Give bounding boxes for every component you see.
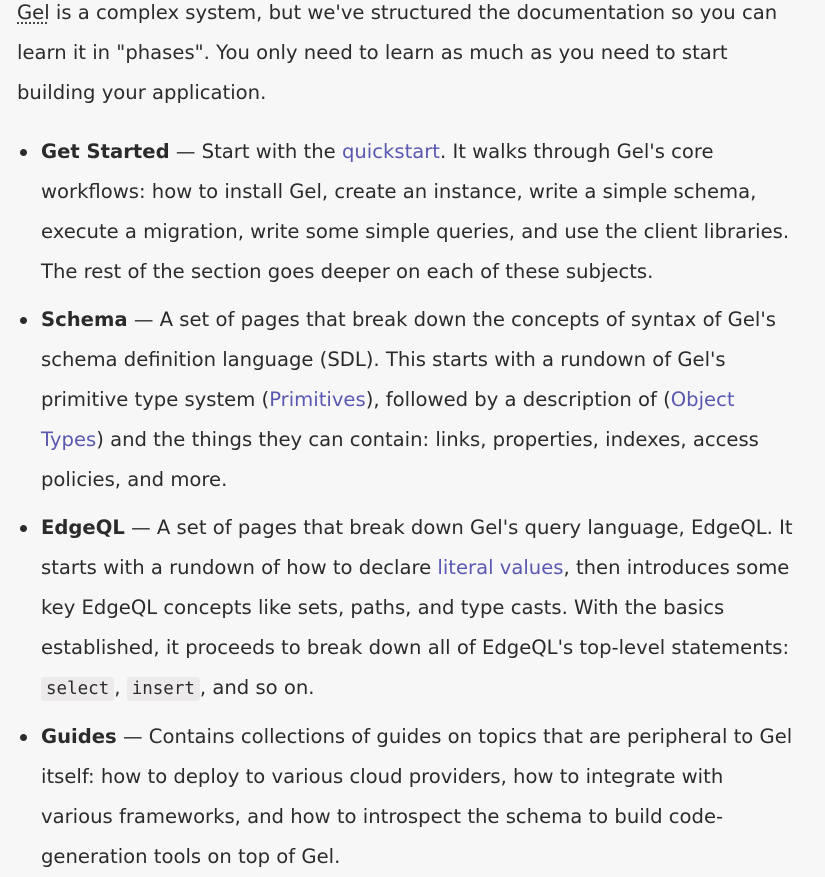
object-types-link[interactable]: Object Types [41, 388, 735, 451]
gel-abbreviation[interactable]: Gel [17, 1, 50, 24]
quickstart-link[interactable]: quickstart [341, 140, 440, 163]
bullet-icon [20, 734, 27, 741]
select-code: select [41, 677, 114, 701]
item-text: — Contains collections of guides on topics that are peripheral to Gel itself: how to deploy to various cloud providers, how to integrate with various frameworks, and how to introspect the schema to build code-generation tools on top of Gel. [41, 725, 793, 868]
item-text: , and so on. [199, 676, 315, 699]
bullet-icon [20, 149, 27, 156]
item-text: — Start with the [169, 140, 342, 163]
literal-values-link[interactable]: literal values [437, 556, 564, 579]
item-text: , [114, 676, 127, 699]
item-text: — A set of pages that break down Gel's query language, EdgeQL. It starts with a rundown of how to declare [41, 516, 793, 579]
list-item-edgeql [17, 508, 801, 709]
item-text: . It walks through Gel's core workflows: how to install Gel, create an instance, write a simple schema, execute a migration, write some simple queries, and use the client libraries. The rest of the section goes deeper on each of these subjects. [41, 140, 790, 283]
primitives-link[interactable]: Primitives [269, 388, 366, 411]
item-text: ), followed by a description of ( [365, 388, 671, 411]
item-title: Schema [41, 308, 128, 331]
list-item-schema [17, 300, 801, 500]
list-item-get-started [17, 132, 801, 292]
phases-list [17, 132, 825, 877]
intro-paragraph [17, 0, 807, 113]
intro-text: is a complex system, but we've structured the documentation so you can learn it in "phases". You only need to learn as much as you need to start building your application. [17, 1, 778, 104]
item-text: ) and the things they can contain: links, properties, indexes, access policies, and more. [41, 428, 759, 491]
bullet-icon [20, 317, 27, 324]
bullet-icon [20, 525, 27, 532]
insert-code: insert [127, 677, 200, 701]
item-title: Guides [41, 725, 117, 748]
item-text: — A set of pages that break down the concepts of syntax of Gel's schema definition language (SDL). This starts with a rundown of Gel's primitive type system ( [41, 308, 776, 411]
list-item-guides [17, 717, 801, 877]
item-title: Get Started [41, 140, 170, 163]
item-title: EdgeQL [41, 516, 125, 539]
item-text: , then introduces some key EdgeQL concepts like sets, paths, and type casts. With the basics established, it proceeds to break down all of EdgeQL's top-level statements: [41, 556, 790, 659]
